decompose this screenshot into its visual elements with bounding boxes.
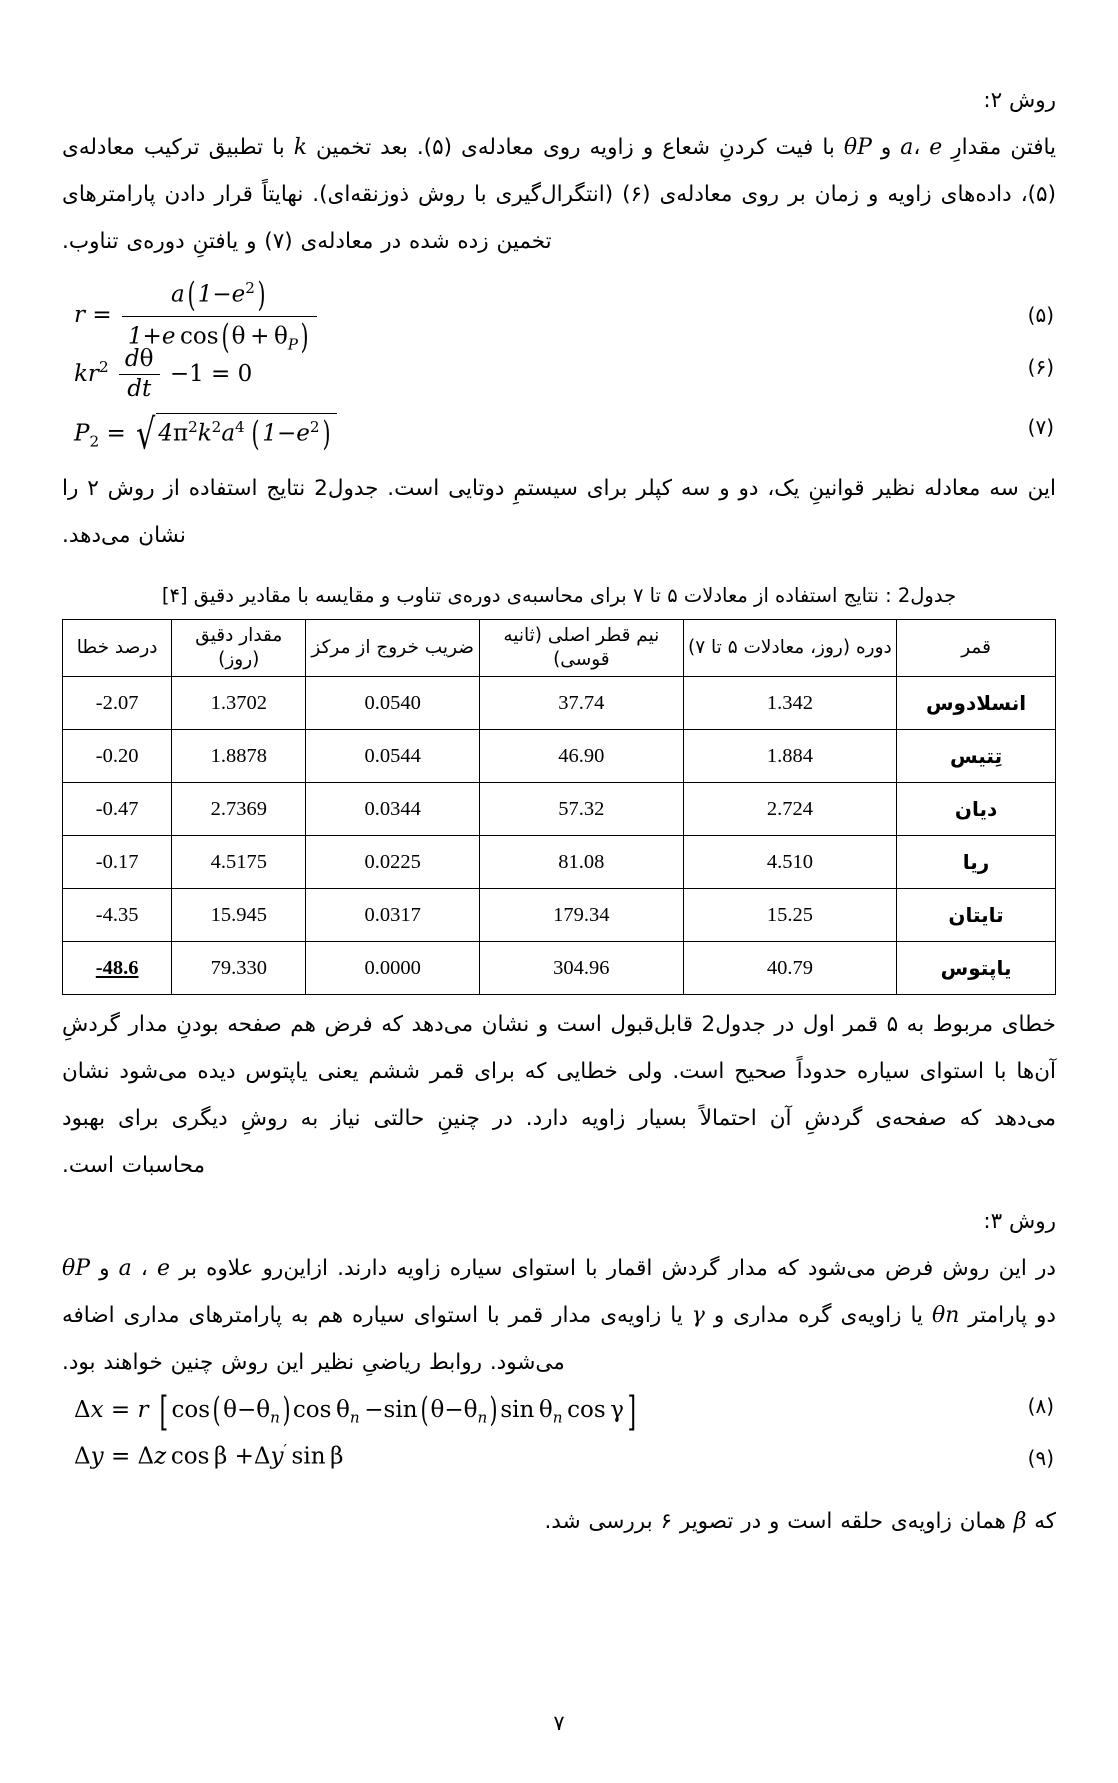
inline-math-a: a (118, 1256, 132, 1281)
inline-math-k: k (293, 135, 308, 160)
table2-cell-eccentricity: 0.0540 (306, 677, 480, 730)
table2-cell-period: 15.25 (683, 889, 896, 942)
table2-cell-moon: تِتیس (897, 730, 1056, 783)
table2-col-exact: مقدار دقیق (روز) (172, 620, 306, 677)
inline-math-e: e (156, 1256, 170, 1281)
table-row (63, 677, 1056, 730)
table2-cell-eccentricity: 0.0317 (306, 889, 480, 942)
method3-seg2: ، (131, 1256, 157, 1281)
inline-math-a: a (900, 135, 914, 160)
table2-cell-period: 4.510 (683, 836, 896, 889)
table2-cell-period: 40.79 (683, 942, 896, 995)
table2-cell-exact: 15.945 (172, 889, 306, 942)
inline-math-theta-n: θn (932, 1303, 960, 1328)
inline-math-beta: β (1013, 1509, 1027, 1534)
table2-cell-semimajor: 37.74 (480, 677, 684, 730)
table-row (63, 889, 1056, 942)
method2-heading: روش ۲: (983, 88, 1056, 113)
method2-paragraph-2: این سه معادله نظیر قوانینِ یک، دو و سه کپلر برای سیستمِ دوتایی است. جدول2 نتایج استفاده از روش ۲ را نشان می‌دهد. (62, 476, 1056, 548)
table2-cell-period: 1.342 (683, 677, 896, 730)
table2-cell-semimajor: 46.90 (480, 730, 684, 783)
equation-9-number: (۹) (1027, 1446, 1054, 1470)
table2-cell-moon: انسلادوس (897, 677, 1056, 730)
discussion-paragraph: خطای مربوط به ۵ قمر اول در جدول2 قابل‌قبول است و نشان می‌دهد که فرض هم صفحه بودنِ مدار گردشِ آن‌ها با استوای سیاره حدوداً صحیح است. ولی خطایی که برای قمر ششم یعنی یاپتوس دیده می‌شود نشان می‌دهد که صفحه‌ی گردشِ آن احتمالاً بسیار زاویه دارد. در چنینِ حالتی نیاز به روشِ دیگری برای بهبود محاسبات است. (62, 1012, 1056, 1178)
equation-6-row (62, 343, 1056, 405)
table2-cell-error: -2.07 (63, 677, 172, 730)
table2-cell-moon: تایتان (897, 889, 1056, 942)
table2-cell-semimajor: 57.32 (480, 783, 684, 836)
table2-col-period: دوره (روز، معادلات ۵ تا ۷) (683, 620, 896, 677)
inline-math-e: e (929, 135, 943, 160)
table2-cell-eccentricity: 0.0344 (306, 783, 480, 836)
table2-cell-eccentricity: 0.0544 (306, 730, 480, 783)
equation-6-number: (۶) (1027, 355, 1054, 379)
table2 (62, 619, 1056, 995)
equation-7-row (62, 405, 1056, 465)
table2-cell-semimajor: 179.34 (480, 889, 684, 942)
equation-7-number: (۷) (1027, 415, 1054, 439)
table2-cell-exact: 79.330 (172, 942, 306, 995)
method3-seg5: یا زاویه‌ی گره مداری و (704, 1303, 932, 1328)
table2-caption: جدول2 : نتایج استفاده از معادلات ۵ تا ۷ برای محاسبه‌ی دوره‌ی تناوب و مقایسه با مقادیر دقیق [۴] (161, 584, 957, 607)
method3-paragraph (62, 1245, 1056, 1386)
method2-p1-seg5: با تطبیق ترکیب معادله‌ی (۵)، داده‌های زاویه و زمان بر روی معادله‌ی (۶) (انتگرال‌گیری با روش ذوزنقه‌ای). نهایتاً قرار دادن پارامترهای تخمین زده شده در معادله‌ی (۷) و یافتنِ دوره‌ی تناوب. (62, 135, 1056, 254)
method2-p1-seg2: ، (913, 135, 930, 160)
table2-cell-exact: 2.7369 (172, 783, 306, 836)
equation-6-body: $kr^2$ $\frac{d\theta}{dt}$ −1 = 0 (74, 346, 253, 403)
table2-cell-error: -0.47 (63, 783, 172, 836)
table-row (63, 730, 1056, 783)
inline-math-theta-p: θP (62, 1256, 90, 1281)
equation-5-number: (۵) (1027, 303, 1054, 327)
equation-8-row (62, 1386, 1056, 1438)
table2-cell-eccentricity: 0.0225 (306, 836, 480, 889)
table2-col-eccentricity: ضریب خروج از مرکز (306, 620, 480, 677)
inline-math-theta-p: θP (843, 135, 872, 160)
table2-cell-exact: 4.5175 (172, 836, 306, 889)
method2-paragraph-1 (62, 124, 1056, 265)
method3-seg3: و (89, 1256, 119, 1281)
method3-seg4: دو پارامتر (959, 1303, 1056, 1328)
equation-8-number: (۸) (1027, 1394, 1054, 1418)
table2-cell-exact: 1.3702 (172, 677, 306, 730)
closing-seg2: همان زاویه‌ی حلقه است و در تصویر ۶ بررسی شد. (544, 1509, 1014, 1534)
table2-cell-semimajor: 81.08 (480, 836, 684, 889)
table2-cell-error: -0.17 (63, 836, 172, 889)
equation-5-body: r = $\frac{a( 1-e^2)}{1+e \cos( \theta + \theta_P)}$ (74, 277, 320, 355)
table2-cell-moon: دیان (897, 783, 1056, 836)
table2-col-moon: قمر (897, 620, 1056, 677)
table2-cell-period: 2.724 (683, 783, 896, 836)
table2-col-semimajor: نیم قطر اصلی (ثانیه قوسی) (480, 620, 684, 677)
inline-math-gamma: γ (691, 1303, 705, 1328)
table2-cell-exact: 1.8878 (172, 730, 306, 783)
table2-cell-eccentricity: 0.0000 (306, 942, 480, 995)
table2-cell-error: -4.35 (63, 889, 172, 942)
equation-8-body: Δx = r [ cos( $\theta-\theta_n$) $\cos \theta_n -\sin$( $\theta-\theta_n$) $\sin \theta_n$ cos γ] (74, 1389, 637, 1435)
closing-seg1: که (1026, 1509, 1056, 1534)
method2-p1-seg1: یافتن مقدارِ (942, 135, 1057, 160)
table2-header-row (63, 620, 1056, 677)
table2-cell-period: 1.884 (683, 730, 896, 783)
table-row (63, 783, 1056, 836)
closing-paragraph (62, 1498, 1056, 1545)
method3-heading: روش ۳: (983, 1209, 1056, 1234)
equation-9-body: Δy = Δz cos β +Δy′ sin β (74, 1441, 344, 1470)
table2-cell-semimajor: 304.96 (480, 942, 684, 995)
table2-cell-moon: ریا (897, 836, 1056, 889)
table2-col-error: درصد خطا (63, 620, 172, 677)
equation-9-row (62, 1438, 1056, 1488)
method2-p1-seg3: و (871, 135, 901, 160)
equation-5-row (62, 275, 1056, 356)
table2-cell-error-flagged: -48.6 (63, 942, 172, 995)
table-row (63, 942, 1056, 995)
method3-seg6: یا زاویه‌ی مدار قمر با استوای سیاره هم به پارامترهای مداری اضافه می‌شود. روابط ریاضیِ نظیر این روش چنین خواهند بود. (62, 1303, 692, 1375)
table2-cell-error: -0.20 (63, 730, 172, 783)
page-number: ۷ (553, 1711, 565, 1735)
table-row (63, 836, 1056, 889)
method3-seg1: در این روش فرض می‌شود که مدار گردش اقمار با استوای سیاره زاویه دارند. ازاین‌رو علاوه بر (169, 1256, 1056, 1281)
equation-7-body: $P_2$ = √ $4\pi^2k^2a^4$ ( $1-e^2$) (74, 413, 335, 454)
method2-p1-seg4: با فیت کردنِ شعاع و زاویه روی معادله‌ی (۵). بعد تخمین (307, 135, 844, 160)
table2-cell-moon: یاپتوس (897, 942, 1056, 995)
